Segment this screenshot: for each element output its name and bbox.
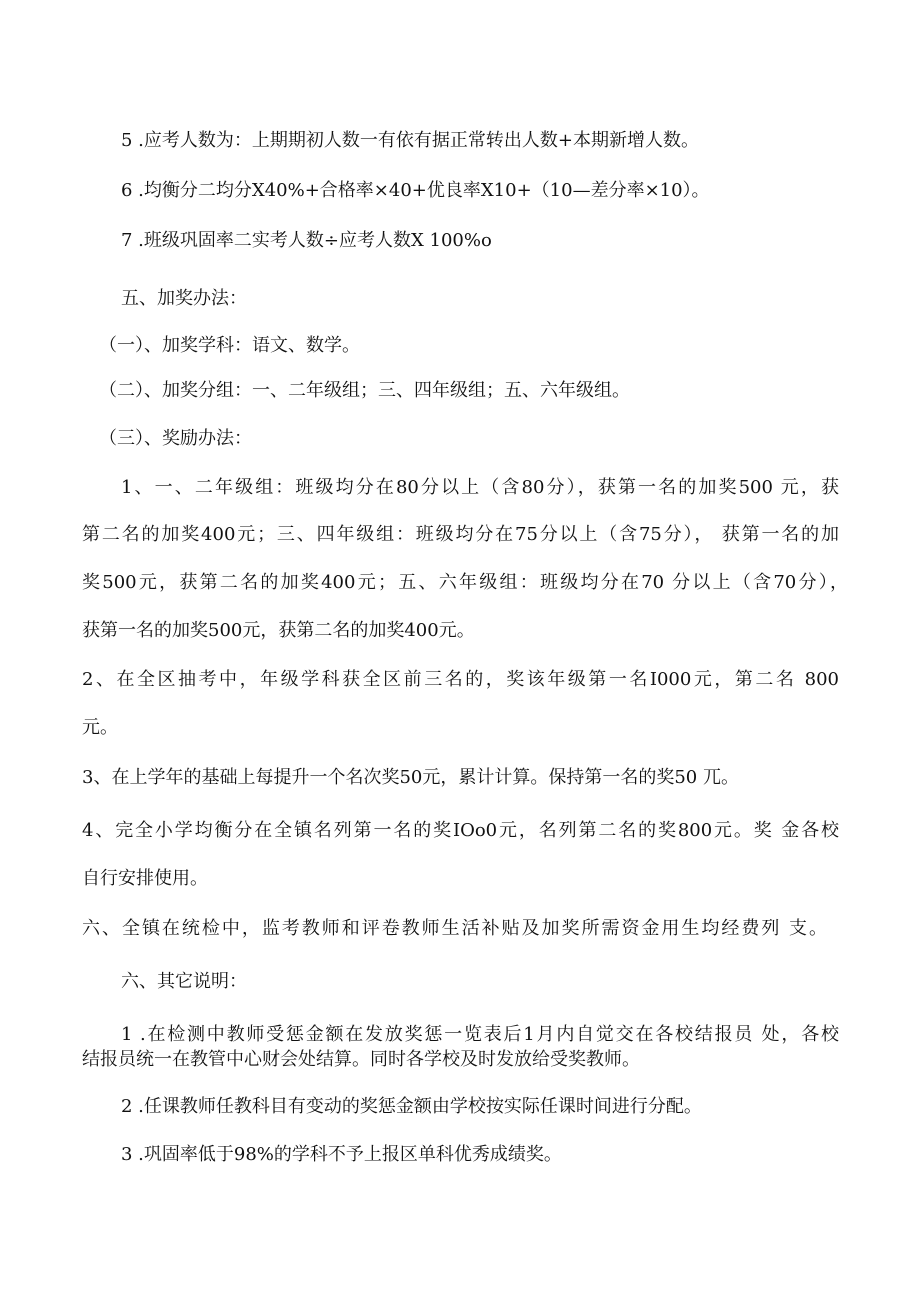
- paragraph-line: 1、一、二年级组：班级均分在80分以上（含80分），获第一名的加奖500 元，获: [121, 477, 839, 498]
- subsection-2: （二）、加奖分组：一、二年级组；三、四年级组；五、六年级组。: [99, 380, 630, 401]
- section-heading-6: 六、其它说明：: [121, 971, 247, 992]
- paragraph-line: 3 .巩固率低于98%的学科不予上报区单科优秀成绩奖。: [121, 1144, 562, 1165]
- rule-item-6: 6 .均衡分二均分X40%+合格率×40+优良率X10+（10—差分率×10）。: [121, 180, 710, 201]
- rule-item-5: 5 .应考人数为：上期期初人数一有依有据正常转出人数+本期新增人数。: [121, 130, 699, 151]
- paragraph-line: 2 .任课教师任教科目有变动的奖惩金额由学校按实际任课时间进行分配。: [121, 1096, 702, 1117]
- subsection-1: （一）、加奖学科：语文、数学。: [99, 335, 360, 356]
- rule-item-7: 7 .班级巩固率二实考人数÷应考人数X 100%o: [121, 230, 492, 251]
- paragraph-line: 4、完全小学均衡分在全镇名列第一名的奖IOo0元，名列第二名的奖800元。奖 金各校: [82, 820, 839, 841]
- paragraph-line: 元。: [82, 717, 118, 738]
- section-heading-5: 五、加奖办法：: [121, 288, 247, 309]
- paragraph-line: 2、在全区抽考中，年级学科获全区前三名的，奖该年级第一名I000元，第二名 800: [82, 669, 839, 690]
- paragraph-line: 获第一名的加奖500元，获第二名的加奖400元。: [82, 620, 475, 641]
- paragraph-line: 3、在上学年的基础上每提升一个名次奖50元，累计计算。保持第一名的奖50 兀。: [82, 767, 739, 788]
- subsection-3: （三）、奖励办法：: [99, 428, 252, 449]
- paragraph-line: 六、全镇在统检中，监考教师和评卷教师生活补贴及加奖所需资金用生均经费列 支。: [82, 918, 827, 939]
- paragraph-line: 奖500元，获第二名的加奖400元；五、六年级组：班级均分在70 分以上（含70分），: [82, 572, 848, 593]
- paragraph-line: 第二名的加奖400元；三、四年级组：班级均分在75分以上（含75分）， 获第一名的加: [82, 524, 839, 545]
- paragraph-line: 1 .在检测中教师受惩金额在发放奖惩一览表后1月内自觉交在各校结报员 处，各校: [121, 1024, 839, 1045]
- paragraph-line: 结报员统一在教管中心财会处结算。同时各学校及时发放给受奖教师。: [82, 1049, 640, 1070]
- paragraph-line: 自行安排使用。: [82, 868, 208, 889]
